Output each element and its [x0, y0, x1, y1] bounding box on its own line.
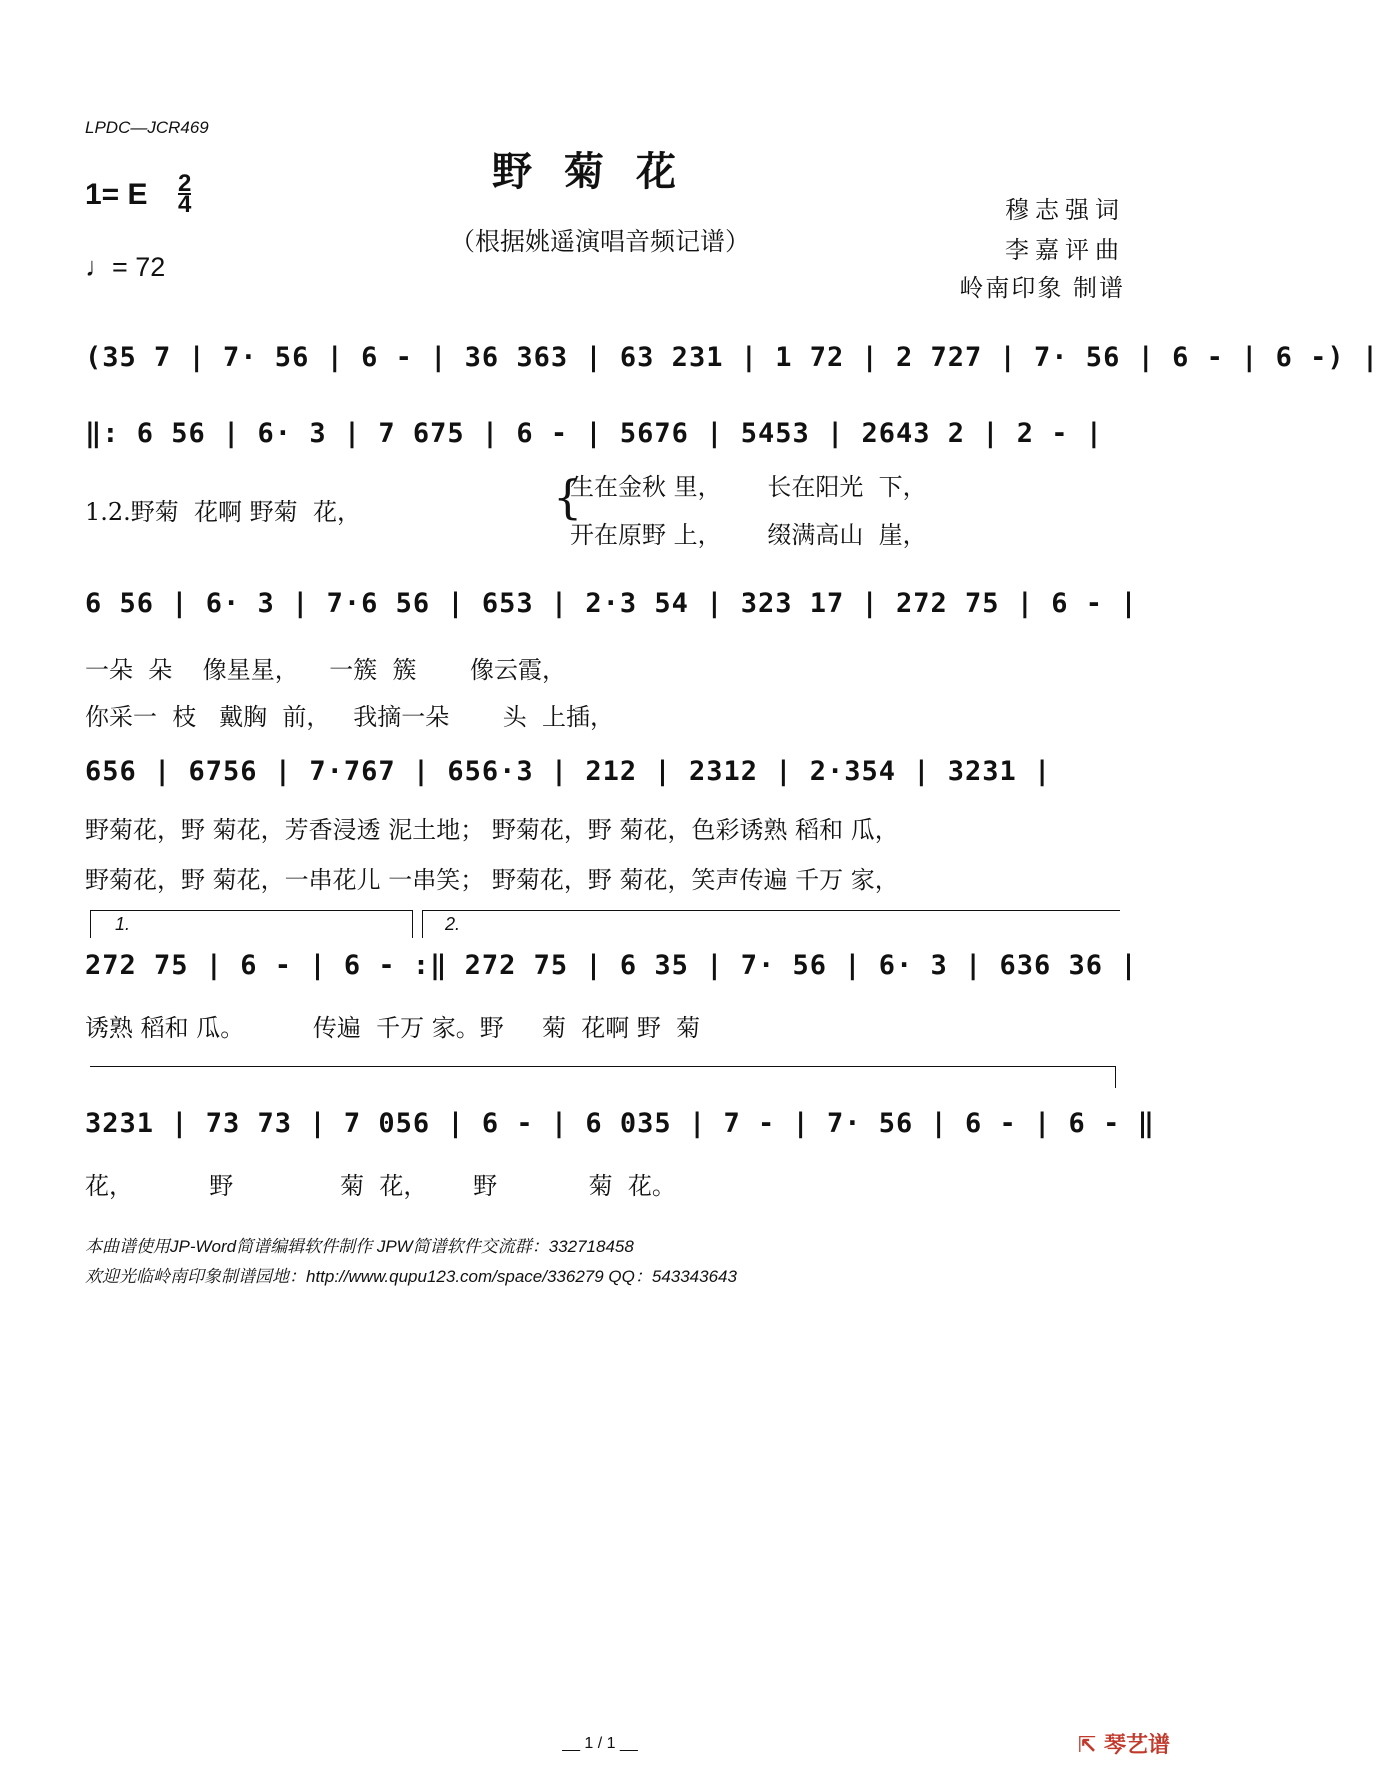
- phrase-bracket-end: [1115, 1066, 1116, 1088]
- key-signature: 1= E: [85, 178, 148, 211]
- lyric-line-3-b: 你采一 枝 戴胸 前， 我摘一朵 头 上插，: [85, 703, 614, 731]
- score-code: LPDC—JCR469: [85, 118, 209, 137]
- notation-line-6: 3231 | 73 73 | 7 056 | 6 - | 6 035 | 7 - | 7· 56 | 6 - | 6 - ‖: [85, 1108, 1155, 1139]
- lyric-line-5-a: 诱熟 稻和 瓜。 传遍 千万 家。野 菊 花啊 野 菊: [85, 1014, 701, 1042]
- notation-line-5: 272 75 | 6 - | 6 - :‖ 272 75 | 6 35 | 7· 56 | 6· 3 | 636 36 |: [85, 950, 1138, 981]
- composer-credit: 李嘉评曲: [1005, 236, 1125, 264]
- footer-website-note: 欢迎光临岭南印象制谱园地：http://www.qupu123.com/space/336279 QQ：543343643: [85, 1267, 737, 1286]
- volta-1-hook: [90, 910, 91, 938]
- lyric-line-4-b: 野菊花，野 菊花，一串花儿 一串笑； 野菊花，野 菊花，笑声传遍 千万 家，: [85, 866, 899, 894]
- notation-line-4: 656 | 6756 | 7·767 | 656·3 | 212 | 2312 | 2·354 | 3231 |: [85, 756, 1052, 787]
- lyric-line-2-c: 开在原野 上， 缀满高山 崖，: [570, 521, 927, 549]
- footer-software-note: 本曲谱使用JP-Word简谱编辑软件制作 JPW简谱软件交流群：332718458: [85, 1237, 634, 1256]
- page-title: 野菊花: [492, 148, 708, 195]
- volta-2-hook: [422, 910, 423, 938]
- notation-line-1: (35 7 | 7· 56 | 6 - | 36 363 | 63 231 | 1 72 | 2 727 | 7· 56 | 6 - | 6 -) |: [85, 342, 1379, 373]
- logo-icon: ⇱: [1077, 1733, 1097, 1758]
- volta-2-bracket: [422, 910, 1120, 911]
- volta-1-end: [412, 910, 413, 938]
- site-logo: [1078, 1728, 1170, 1759]
- notation-line-2: ‖: 6 56 | 6· 3 | 7 675 | 6 - | 5676 | 5453 | 2643 2 | 2 - |: [85, 418, 1104, 449]
- lyric-line-2-a: 1.2.野菊 花啊 野菊 花，: [85, 498, 361, 526]
- lyric-brace: {: [553, 470, 583, 524]
- time-signature: [178, 170, 192, 218]
- volta-2-label: 2.: [445, 914, 461, 934]
- volta-1-label: 1.: [115, 914, 131, 934]
- volta-1-bracket: [90, 910, 412, 911]
- lyric-line-4-a: 野菊花，野 菊花，芳香浸透 泥土地； 野菊花，野 菊花，色彩诱熟 稻和 瓜，: [85, 816, 899, 844]
- tempo-mark: ♩= 72: [85, 252, 166, 282]
- time-signature-top: 2: [178, 170, 192, 197]
- lyric-line-2-b: 生在金秋 里， 长在阳光 下，: [570, 473, 927, 501]
- phrase-bracket: [90, 1066, 1115, 1067]
- subtitle: （根据姚遥演唱音频记谱）: [449, 227, 750, 256]
- lyric-line-6-a: 花， 野 菊 花， 野 菊 花。: [85, 1172, 676, 1200]
- notation-line-3: 6 56 | 6· 3 | 7·6 56 | 653 | 2·3 54 | 323 17 | 272 75 | 6 - |: [85, 588, 1138, 619]
- logo-text: 琴艺谱: [1103, 1733, 1170, 1758]
- lyric-line-3-a: 一朵 朵 像星星， 一簇 簇 像云霞，: [85, 656, 566, 684]
- time-signature-bottom: 4: [178, 191, 192, 218]
- page-number: __ 1 / 1 __: [562, 1735, 638, 1752]
- lyricist-credit: 穆志强词: [1005, 196, 1125, 224]
- arranger-credit: 岭南印象 制谱: [959, 274, 1125, 302]
